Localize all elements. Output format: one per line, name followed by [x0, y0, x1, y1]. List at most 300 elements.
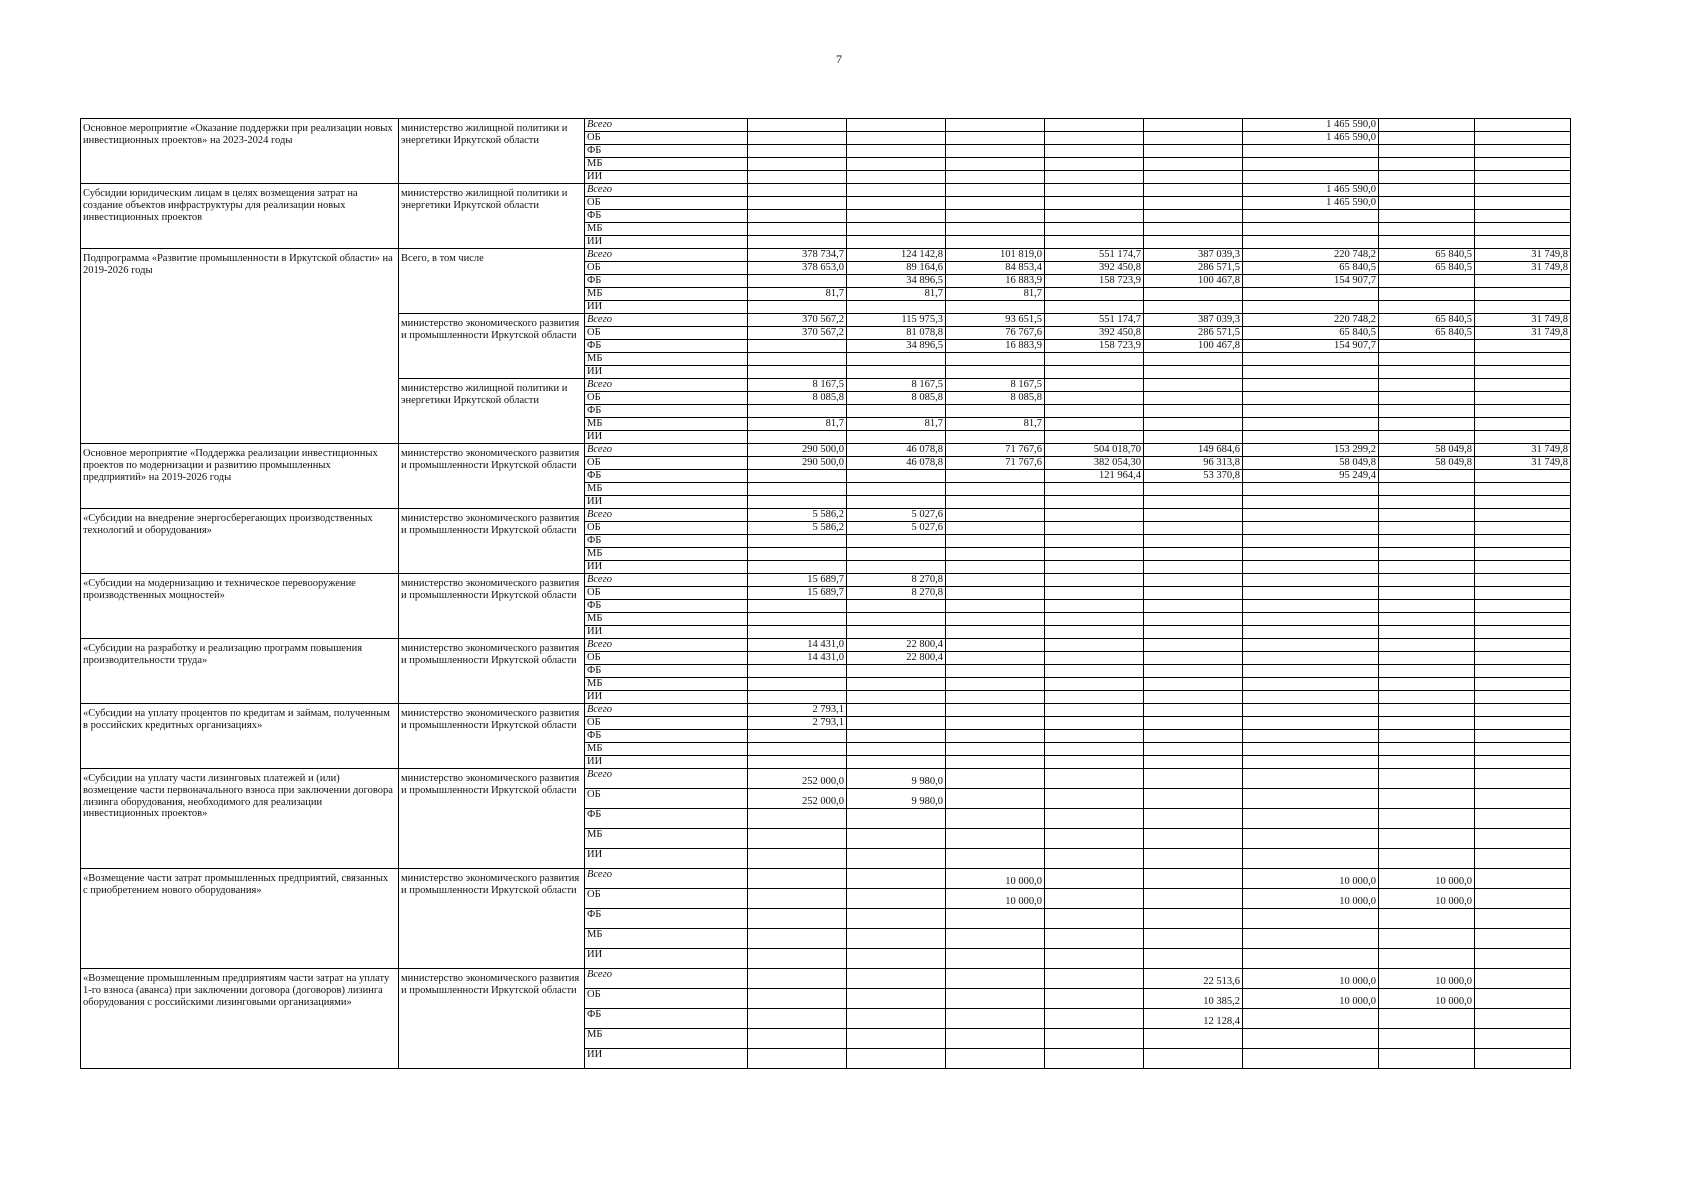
amount-cell: [1379, 210, 1475, 223]
amount-cell: [847, 470, 946, 483]
amount-cell: [1045, 522, 1144, 535]
funding-source-cell: МБ: [585, 483, 748, 496]
amount-cell: [748, 353, 847, 366]
amount-cell: 100 467,8: [1144, 275, 1243, 288]
amount-cell: 121 964,4: [1045, 470, 1144, 483]
amount-cell: 58 049,8: [1379, 457, 1475, 470]
amount-cell: [1144, 869, 1243, 889]
amount-cell: 16 883,9: [946, 275, 1045, 288]
amount-cell: [1475, 587, 1571, 600]
amount-cell: 551 174,7: [1045, 249, 1144, 262]
amount-cell: [1475, 119, 1571, 132]
funding-source-cell: ИИ: [585, 626, 748, 639]
amount-cell: [1144, 522, 1243, 535]
amount-cell: [946, 909, 1045, 929]
amount-cell: [1045, 665, 1144, 678]
amount-cell: [1475, 132, 1571, 145]
amount-cell: [1475, 704, 1571, 717]
amount-cell: [1144, 809, 1243, 829]
amount-cell: [946, 301, 1045, 314]
amount-cell: [1379, 678, 1475, 691]
amount-cell: 31 749,8: [1475, 314, 1571, 327]
amount-cell: [1144, 600, 1243, 613]
funding-source-cell: Всего: [585, 769, 748, 789]
amount-cell: [847, 132, 946, 145]
amount-cell: 10 000,0: [946, 869, 1045, 889]
amount-cell: [748, 989, 847, 1009]
amount-cell: [1379, 717, 1475, 730]
amount-cell: [1144, 535, 1243, 548]
amount-cell: 5 586,2: [748, 522, 847, 535]
amount-cell: 154 907,7: [1243, 275, 1379, 288]
amount-cell: [1144, 392, 1243, 405]
amount-cell: [1144, 717, 1243, 730]
amount-cell: 10 385,2: [1144, 989, 1243, 1009]
amount-cell: [1045, 743, 1144, 756]
amount-cell: [847, 236, 946, 249]
funding-source-cell: МБ: [585, 548, 748, 561]
amount-cell: [748, 969, 847, 989]
amount-cell: [847, 756, 946, 769]
amount-cell: [1243, 717, 1379, 730]
amount-cell: [1475, 483, 1571, 496]
funding-source-cell: ФБ: [585, 1009, 748, 1029]
amount-cell: [1144, 418, 1243, 431]
amount-cell: [1379, 184, 1475, 197]
amount-cell: [1243, 639, 1379, 652]
funding-source-cell: МБ: [585, 929, 748, 949]
amount-cell: [1243, 496, 1379, 509]
amount-cell: 504 018,70: [1045, 444, 1144, 457]
funding-source-cell: ОБ: [585, 989, 748, 1009]
amount-cell: [946, 691, 1045, 704]
amount-cell: [1243, 626, 1379, 639]
amount-cell: 76 767,6: [946, 327, 1045, 340]
amount-cell: [946, 652, 1045, 665]
amount-cell: [1379, 849, 1475, 869]
amount-cell: [748, 613, 847, 626]
amount-cell: 14 431,0: [748, 639, 847, 652]
amount-cell: [1144, 678, 1243, 691]
amount-cell: 158 723,9: [1045, 275, 1144, 288]
amount-cell: [1045, 418, 1144, 431]
amount-cell: [946, 522, 1045, 535]
amount-cell: [748, 483, 847, 496]
amount-cell: [1475, 849, 1571, 869]
funding-source-cell: ФБ: [585, 535, 748, 548]
amount-cell: [1045, 158, 1144, 171]
amount-cell: [1243, 548, 1379, 561]
amount-cell: [847, 548, 946, 561]
funding-source-cell: ОБ: [585, 132, 748, 145]
amount-cell: 10 000,0: [1243, 889, 1379, 909]
amount-cell: [1475, 418, 1571, 431]
amount-cell: [1475, 756, 1571, 769]
amount-cell: [946, 1009, 1045, 1029]
amount-cell: 10 000,0: [1243, 869, 1379, 889]
amount-cell: [748, 470, 847, 483]
activity-name: Основное мероприятие «Оказание поддержки при реализации новых инвестиционных проектов» на 2023-2024 годы: [81, 119, 399, 184]
amount-cell: [946, 561, 1045, 574]
amount-cell: [1243, 949, 1379, 969]
amount-cell: [1144, 171, 1243, 184]
amount-cell: [748, 223, 847, 236]
amount-cell: 58 049,8: [1243, 457, 1379, 470]
amount-cell: 71 767,6: [946, 444, 1045, 457]
amount-cell: [1144, 483, 1243, 496]
amount-cell: [946, 849, 1045, 869]
amount-cell: [847, 366, 946, 379]
amount-cell: [946, 197, 1045, 210]
amount-cell: [1045, 405, 1144, 418]
activity-name: Основное мероприятие «Поддержка реализации инвестиционных проектов по модернизации и развитию промышленных предприятий» на 2019-2026 годы: [81, 444, 399, 509]
amount-cell: [1144, 691, 1243, 704]
amount-cell: [1379, 301, 1475, 314]
amount-cell: [748, 275, 847, 288]
amount-cell: [1379, 496, 1475, 509]
amount-cell: [1243, 809, 1379, 829]
amount-cell: [847, 1049, 946, 1069]
amount-cell: [1475, 869, 1571, 889]
amount-cell: [946, 236, 1045, 249]
funding-source-cell: МБ: [585, 613, 748, 626]
amount-cell: [847, 849, 946, 869]
amount-cell: [1475, 288, 1571, 301]
amount-cell: [1144, 1049, 1243, 1069]
activity-name: «Субсидии на уплату части лизинговых платежей и (или) возмещение части первоначального взноса при заключении договора лизинга оборудования, необходимого для реализации инвестиционных проектов»: [81, 769, 399, 869]
funding-source-cell: ИИ: [585, 496, 748, 509]
amount-cell: [1379, 392, 1475, 405]
amount-cell: 81,7: [748, 288, 847, 301]
amount-cell: [1144, 236, 1243, 249]
amount-cell: [946, 789, 1045, 809]
amount-cell: [1475, 639, 1571, 652]
executor-cell: министерство экономического развития и промышленности Иркутской области: [399, 639, 585, 704]
amount-cell: [1475, 889, 1571, 909]
amount-cell: [1379, 431, 1475, 444]
amount-cell: [847, 691, 946, 704]
amount-cell: [847, 210, 946, 223]
amount-cell: [1475, 223, 1571, 236]
amount-cell: 14 431,0: [748, 652, 847, 665]
amount-cell: [748, 145, 847, 158]
executor-cell: министерство экономического развития и промышленности Иркутской области: [399, 444, 585, 509]
funding-source-cell: ИИ: [585, 1049, 748, 1069]
amount-cell: [1243, 769, 1379, 789]
amount-cell: [1243, 730, 1379, 743]
amount-cell: [946, 587, 1045, 600]
amount-cell: [1379, 405, 1475, 418]
funding-source-cell: ИИ: [585, 366, 748, 379]
amount-cell: [1045, 132, 1144, 145]
amount-cell: [1144, 789, 1243, 809]
funding-source-cell: ОБ: [585, 717, 748, 730]
amount-cell: [1475, 470, 1571, 483]
amount-cell: [1144, 587, 1243, 600]
executor-cell: министерство экономического развития и промышленности Иркутской области: [399, 314, 585, 379]
amount-cell: [946, 431, 1045, 444]
funding-source-cell: МБ: [585, 223, 748, 236]
amount-cell: [1379, 418, 1475, 431]
table-row: [81, 119, 1571, 132]
amount-cell: [748, 119, 847, 132]
amount-cell: [1243, 210, 1379, 223]
amount-cell: 93 651,5: [946, 314, 1045, 327]
amount-cell: [1243, 1029, 1379, 1049]
amount-cell: 81,7: [946, 418, 1045, 431]
amount-cell: [1243, 613, 1379, 626]
funding-source-cell: Всего: [585, 639, 748, 652]
amount-cell: [847, 184, 946, 197]
amount-cell: [847, 197, 946, 210]
amount-cell: [847, 949, 946, 969]
amount-cell: [1475, 496, 1571, 509]
amount-cell: [1475, 340, 1571, 353]
funding-source-cell: ОБ: [585, 652, 748, 665]
amount-cell: 58 049,8: [1379, 444, 1475, 457]
amount-cell: [1379, 1029, 1475, 1049]
funding-source-cell: Всего: [585, 869, 748, 889]
page-number: 7: [836, 52, 842, 66]
amount-cell: [1475, 809, 1571, 829]
amount-cell: [1144, 353, 1243, 366]
amount-cell: [1144, 197, 1243, 210]
amount-cell: 387 039,3: [1144, 314, 1243, 327]
amount-cell: [1475, 366, 1571, 379]
amount-cell: [946, 483, 1045, 496]
amount-cell: [1379, 929, 1475, 949]
amount-cell: [1045, 717, 1144, 730]
amount-cell: [1243, 789, 1379, 809]
amount-cell: [1045, 236, 1144, 249]
amount-cell: [1475, 353, 1571, 366]
amount-cell: [1045, 1029, 1144, 1049]
amount-cell: [1379, 275, 1475, 288]
amount-cell: [1379, 132, 1475, 145]
amount-cell: [1475, 949, 1571, 969]
amount-cell: [1379, 509, 1475, 522]
amount-cell: [748, 626, 847, 639]
amount-cell: 22 513,6: [1144, 969, 1243, 989]
amount-cell: [1475, 613, 1571, 626]
amount-cell: 8 167,5: [847, 379, 946, 392]
amount-cell: 53 370,8: [1144, 470, 1243, 483]
amount-cell: [1045, 288, 1144, 301]
amount-cell: [847, 829, 946, 849]
amount-cell: [1045, 809, 1144, 829]
amount-cell: [1475, 431, 1571, 444]
amount-cell: [1243, 691, 1379, 704]
amount-cell: [1045, 626, 1144, 639]
amount-cell: 15 689,7: [748, 574, 847, 587]
amount-cell: [1045, 392, 1144, 405]
amount-cell: [1144, 405, 1243, 418]
amount-cell: [946, 769, 1045, 789]
amount-cell: [1144, 743, 1243, 756]
amount-cell: [1475, 405, 1571, 418]
amount-cell: 1 465 590,0: [1243, 132, 1379, 145]
amount-cell: 65 840,5: [1379, 262, 1475, 275]
amount-cell: 96 313,8: [1144, 457, 1243, 470]
amount-cell: [1045, 1049, 1144, 1069]
amount-cell: [1243, 509, 1379, 522]
funding-source-cell: ФБ: [585, 340, 748, 353]
amount-cell: [1475, 929, 1571, 949]
amount-cell: [1045, 600, 1144, 613]
amount-cell: [1379, 613, 1475, 626]
amount-cell: [1144, 379, 1243, 392]
amount-cell: [1045, 210, 1144, 223]
amount-cell: [1379, 1049, 1475, 1069]
amount-cell: [1045, 829, 1144, 849]
activity-name: «Субсидии на уплату процентов по кредитам и займам, полученным в российских кредитных организациях»: [81, 704, 399, 769]
amount-cell: [946, 704, 1045, 717]
amount-cell: [1475, 145, 1571, 158]
executor-cell: министерство экономического развития и промышленности Иркутской области: [399, 769, 585, 869]
amount-cell: [946, 132, 1045, 145]
amount-cell: [847, 535, 946, 548]
table-row: [81, 704, 1571, 717]
amount-cell: [1045, 301, 1144, 314]
amount-cell: [1045, 574, 1144, 587]
amount-cell: [847, 889, 946, 909]
amount-cell: 46 078,8: [847, 457, 946, 470]
funding-source-cell: ИИ: [585, 236, 748, 249]
amount-cell: [1379, 470, 1475, 483]
amount-cell: [1379, 652, 1475, 665]
amount-cell: [1045, 969, 1144, 989]
amount-cell: [748, 889, 847, 909]
amount-cell: [748, 809, 847, 829]
amount-cell: 22 800,4: [847, 652, 946, 665]
amount-cell: [1475, 665, 1571, 678]
amount-cell: [1144, 210, 1243, 223]
amount-cell: [1379, 769, 1475, 789]
amount-cell: [1243, 379, 1379, 392]
funding-source-cell: ФБ: [585, 145, 748, 158]
funding-source-cell: МБ: [585, 158, 748, 171]
funding-source-cell: ФБ: [585, 210, 748, 223]
amount-cell: [946, 600, 1045, 613]
amount-cell: [1243, 288, 1379, 301]
amount-cell: [1243, 223, 1379, 236]
amount-cell: [1243, 236, 1379, 249]
amount-cell: [1144, 849, 1243, 869]
amount-cell: 10 000,0: [1379, 889, 1475, 909]
amount-cell: [1475, 1009, 1571, 1029]
amount-cell: [946, 626, 1045, 639]
amount-cell: 387 039,3: [1144, 249, 1243, 262]
amount-cell: [946, 184, 1045, 197]
amount-cell: [1243, 535, 1379, 548]
executor-cell: министерство экономического развития и промышленности Иркутской области: [399, 969, 585, 1069]
amount-cell: [1144, 756, 1243, 769]
amount-cell: [1379, 665, 1475, 678]
amount-cell: [1243, 171, 1379, 184]
amount-cell: 9 980,0: [847, 789, 946, 809]
amount-cell: [946, 809, 1045, 829]
amount-cell: [1379, 730, 1475, 743]
amount-cell: [1379, 223, 1475, 236]
amount-cell: [946, 145, 1045, 158]
amount-cell: [847, 405, 946, 418]
amount-cell: [748, 730, 847, 743]
amount-cell: [748, 909, 847, 929]
amount-cell: [1475, 158, 1571, 171]
funding-source-cell: ОБ: [585, 457, 748, 470]
amount-cell: [1243, 600, 1379, 613]
amount-cell: [1243, 405, 1379, 418]
amount-cell: [946, 1029, 1045, 1049]
amount-cell: 370 567,2: [748, 314, 847, 327]
amount-cell: [1475, 678, 1571, 691]
amount-cell: [1379, 353, 1475, 366]
table-row: [81, 509, 1571, 522]
table-row: [81, 769, 1571, 789]
amount-cell: 2 793,1: [748, 717, 847, 730]
amount-cell: [1379, 949, 1475, 969]
amount-cell: [847, 171, 946, 184]
amount-cell: [847, 989, 946, 1009]
amount-cell: [1144, 909, 1243, 929]
amount-cell: [1379, 535, 1475, 548]
amount-cell: [847, 496, 946, 509]
amount-cell: [946, 366, 1045, 379]
amount-cell: [946, 119, 1045, 132]
amount-cell: 5 027,6: [847, 509, 946, 522]
amount-cell: [1243, 145, 1379, 158]
funding-source-cell: Всего: [585, 314, 748, 327]
amount-cell: 392 450,8: [1045, 327, 1144, 340]
table-row: [81, 639, 1571, 652]
amount-cell: 115 975,3: [847, 314, 946, 327]
amount-cell: 95 249,4: [1243, 470, 1379, 483]
amount-cell: [1144, 574, 1243, 587]
amount-cell: 81,7: [847, 288, 946, 301]
amount-cell: [1379, 909, 1475, 929]
amount-cell: [847, 600, 946, 613]
amount-cell: [1144, 730, 1243, 743]
amount-cell: 8 167,5: [748, 379, 847, 392]
amount-cell: [1475, 236, 1571, 249]
funding-source-cell: ФБ: [585, 665, 748, 678]
amount-cell: [1045, 652, 1144, 665]
amount-cell: [1045, 535, 1144, 548]
amount-cell: [946, 613, 1045, 626]
funding-source-cell: ФБ: [585, 909, 748, 929]
amount-cell: [1045, 119, 1144, 132]
amount-cell: 8 270,8: [847, 574, 946, 587]
funding-source-cell: Всего: [585, 184, 748, 197]
funding-source-cell: МБ: [585, 678, 748, 691]
amount-cell: [946, 678, 1045, 691]
funding-source-cell: ОБ: [585, 789, 748, 809]
amount-cell: [748, 340, 847, 353]
amount-cell: 8 085,8: [847, 392, 946, 405]
amount-cell: [1243, 366, 1379, 379]
funding-source-cell: ОБ: [585, 587, 748, 600]
amount-cell: [1379, 171, 1475, 184]
executor-cell: министерство экономического развития и промышленности Иркутской области: [399, 509, 585, 574]
amount-cell: [946, 509, 1045, 522]
amount-cell: [1045, 483, 1144, 496]
amount-cell: 124 142,8: [847, 249, 946, 262]
amount-cell: [1475, 379, 1571, 392]
amount-cell: [1475, 301, 1571, 314]
amount-cell: [1379, 639, 1475, 652]
amount-cell: [748, 535, 847, 548]
amount-cell: 9 980,0: [847, 769, 946, 789]
